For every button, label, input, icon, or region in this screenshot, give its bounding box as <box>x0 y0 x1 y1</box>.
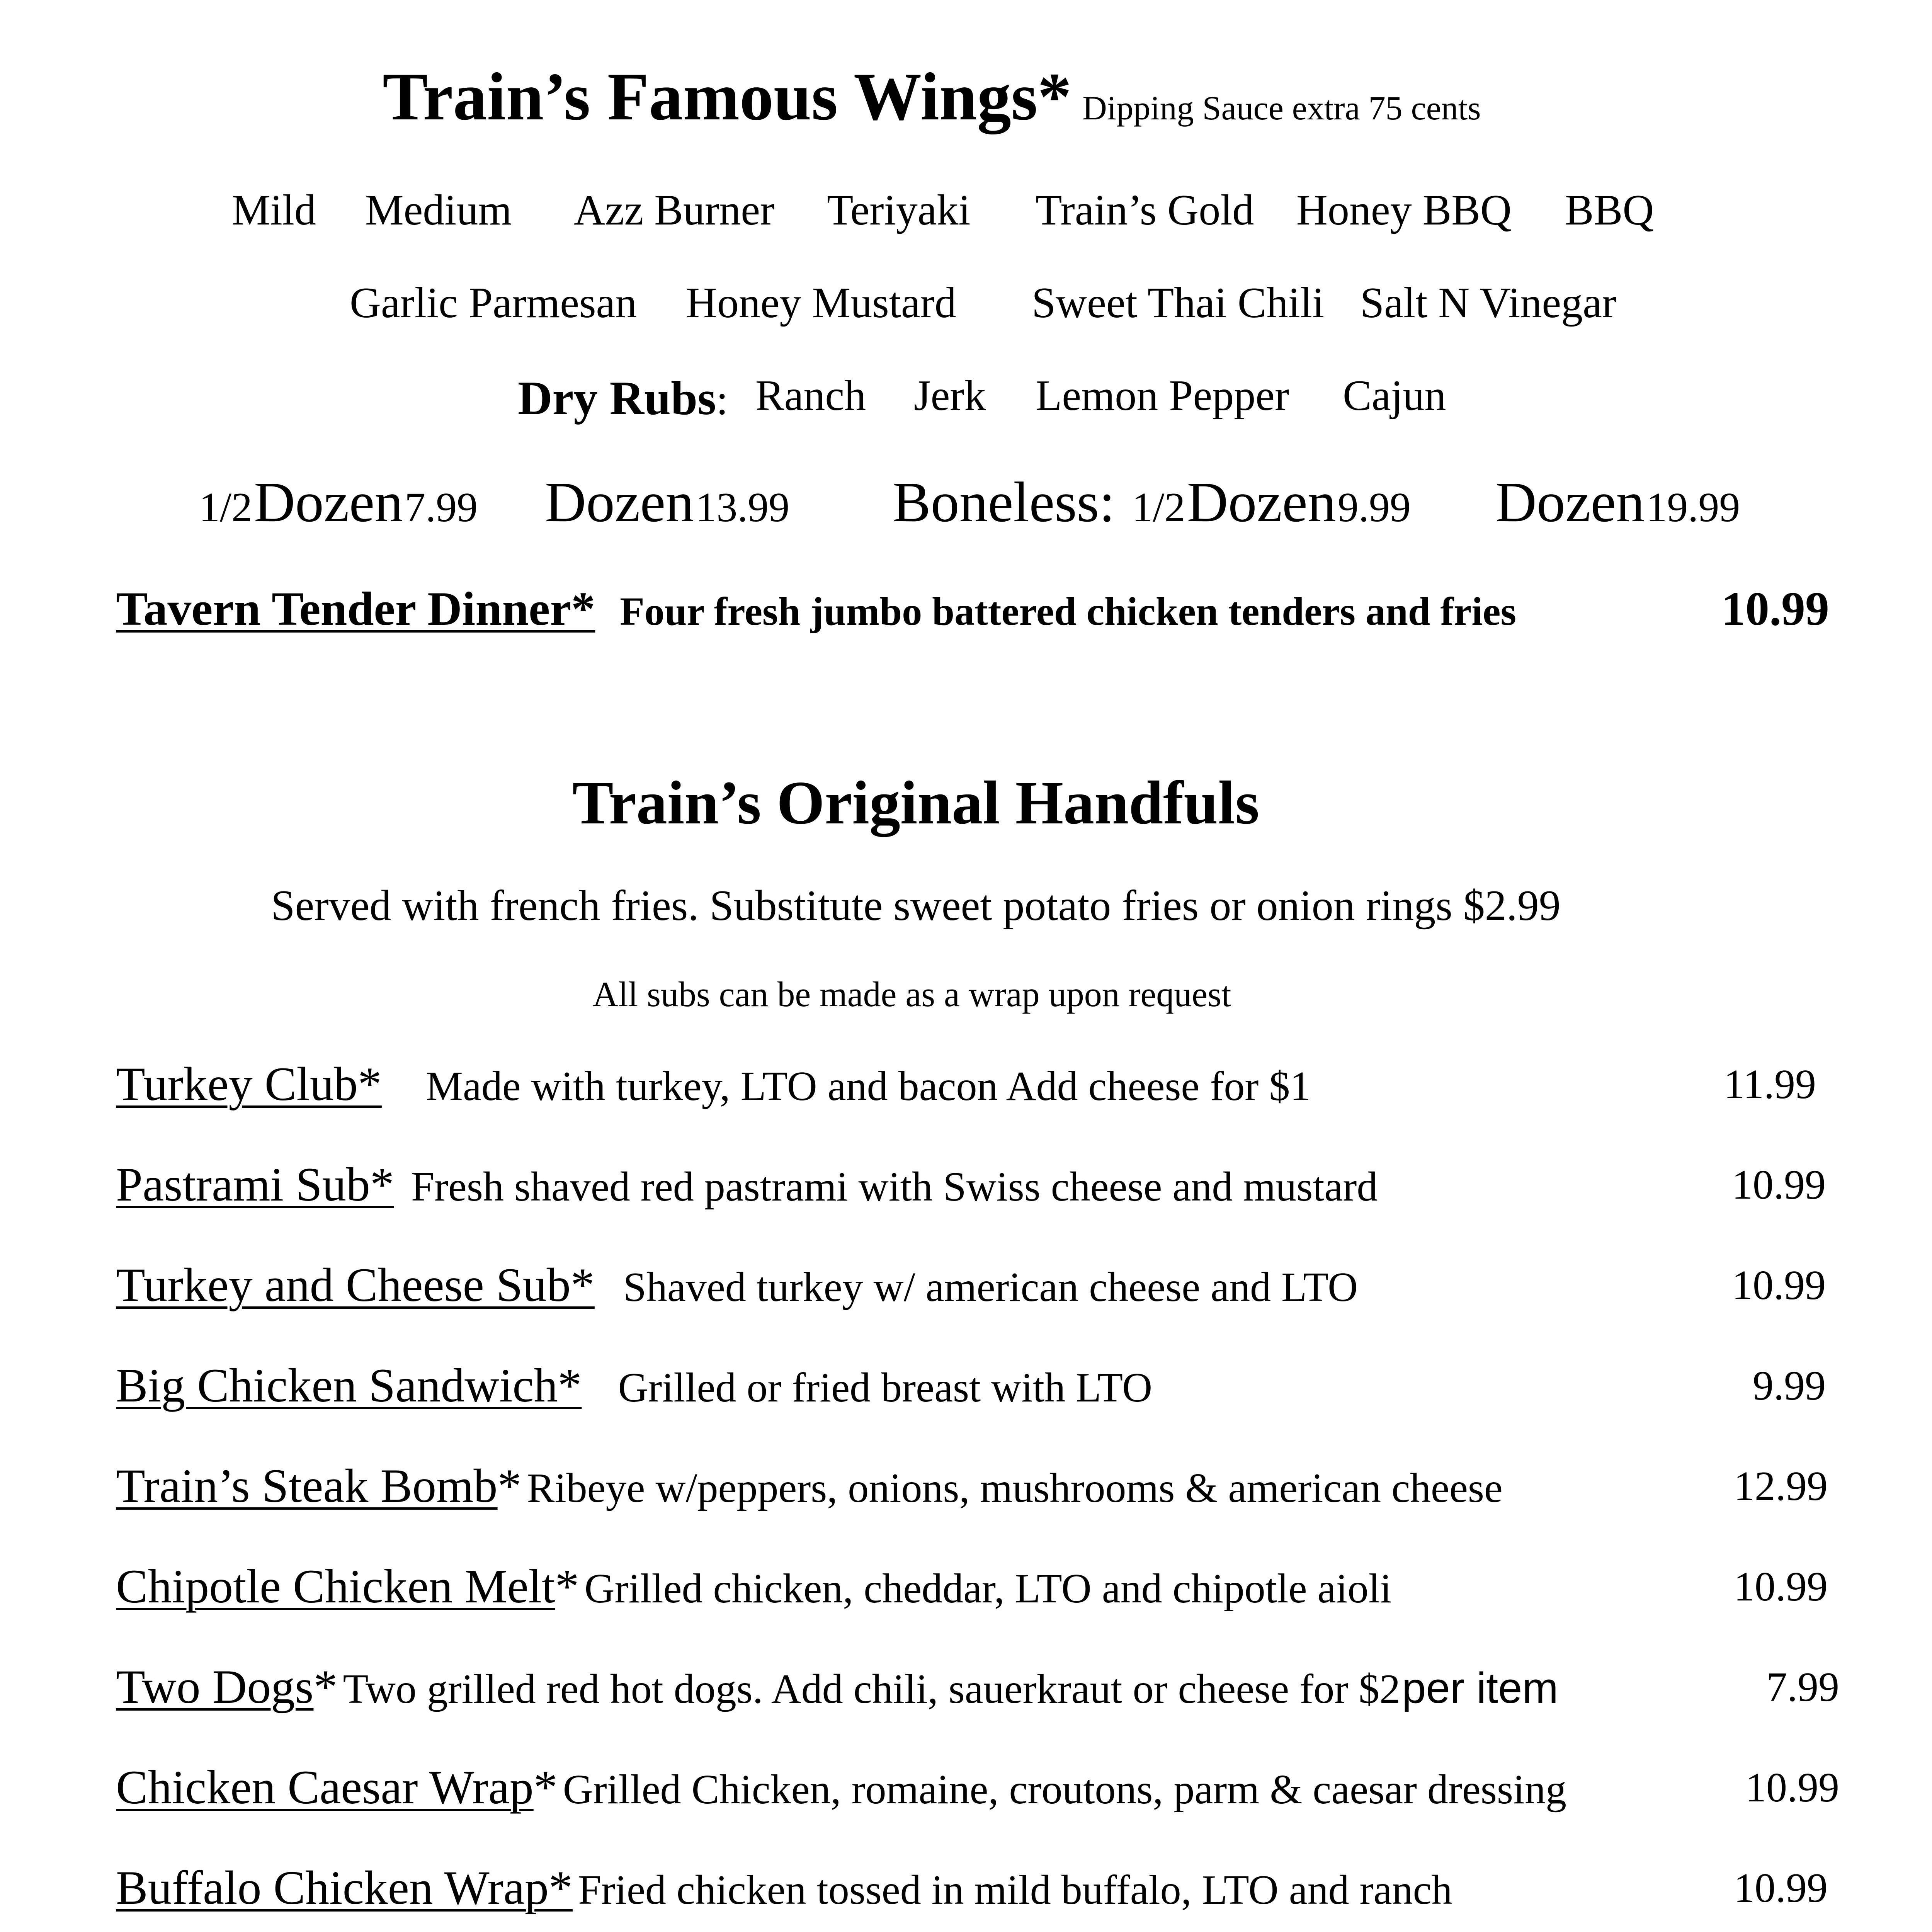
boneless-label: Boneless: <box>893 471 1115 534</box>
half-dozen-price-group <box>199 469 478 535</box>
item-price: 7.99 <box>1766 1664 1839 1710</box>
handfuls-wrap-note: All subs can be made as a wrap upon request <box>592 975 1231 1014</box>
rub-lemon-pepper: Lemon Pepper <box>1036 372 1289 420</box>
menu-item <box>116 1358 1152 1413</box>
item-star: * <box>533 1761 558 1814</box>
item-name: Chicken Caesar Wrap <box>116 1761 534 1814</box>
rub-ranch: Ranch <box>755 372 866 420</box>
menu-item <box>116 1861 1452 1915</box>
item-description: Made with turkey, LTO and bacon Add cheese for $1 <box>425 1063 1311 1109</box>
menu-item <box>116 1157 1378 1212</box>
item-name: Train’s Steak Bomb <box>116 1459 498 1512</box>
flavor-honey-bbq: Honey BBQ <box>1296 186 1512 234</box>
item-description: Grilled or fried breast with LTO <box>618 1365 1153 1411</box>
item-description: Fried chicken tossed in mild buffalo, LTO and ranch <box>578 1867 1452 1913</box>
flavor-trains-gold: Train’s Gold <box>1036 186 1254 234</box>
item-name: Pastrami Sub* <box>116 1158 394 1211</box>
handfuls-subtitle: Served with french fries. Substitute sweet potato fries or onion rings $2.99 <box>271 882 1561 930</box>
flavor-mild: Mild <box>232 186 316 234</box>
item-name: Chipotle Chicken Melt <box>116 1560 555 1613</box>
dozen-price: 13.99 <box>696 485 790 531</box>
wings-header <box>383 58 1481 135</box>
item-price: 12.99 <box>1734 1463 1828 1509</box>
item-description-tail: per item <box>1402 1664 1558 1712</box>
flavor-teriyaki: Teriyaki <box>827 186 971 234</box>
menu-item <box>116 1057 1311 1112</box>
flavor-bbq: BBQ <box>1565 186 1654 234</box>
item-star: * <box>497 1459 522 1512</box>
dry-rubs-label: Dry Rubs <box>518 372 716 425</box>
item-price: 10.99 <box>1732 1162 1826 1208</box>
menu-item <box>116 1258 1358 1313</box>
dozen-price-group <box>545 469 789 535</box>
item-description: Shaved turkey w/ american cheese and LTO <box>623 1264 1358 1310</box>
item-description: Ribeye w/peppers, onions, mushrooms & american cheese <box>527 1465 1503 1511</box>
menu-item <box>116 1660 1558 1714</box>
dozen-word: Dozen <box>545 471 694 534</box>
item-price: 11.99 <box>1724 1061 1816 1107</box>
item-price: 10.99 <box>1734 1865 1828 1911</box>
item-description: Fresh shaved red pastrami with Swiss cheese and mustard <box>411 1164 1378 1210</box>
item-description: Grilled Chicken, romaine, croutons, parm & caesar dressing <box>563 1767 1566 1813</box>
item-price: 10.99 <box>1732 1262 1826 1308</box>
item-name: Big Chicken Sandwich* <box>116 1359 582 1412</box>
dozen-word: Dozen <box>254 471 403 534</box>
wings-dipping-note: Dipping Sauce extra 75 cents <box>1082 90 1481 127</box>
menu-item <box>116 1459 1503 1514</box>
menu-item <box>116 1760 1566 1815</box>
wings-title: Train’s Famous Wings* <box>383 59 1072 134</box>
tavern-tender-name: Tavern Tender Dinner* <box>116 582 595 635</box>
rub-cajun: Cajun <box>1343 372 1446 420</box>
item-name: Turkey Club* <box>116 1058 382 1111</box>
half-prefix: 1/2 <box>199 485 253 531</box>
handfuls-title: Train’s Original Handfuls <box>572 768 1260 837</box>
flavor-medium: Medium <box>365 186 512 234</box>
item-name: Two Dogs <box>116 1660 314 1713</box>
tavern-tender-row <box>116 582 1855 636</box>
item-price: 10.99 <box>1745 1765 1839 1811</box>
item-description: Two grilled red hot dogs. Add chili, sauerkraut or cheese for $2 <box>343 1666 1401 1712</box>
item-name: Turkey and Cheese Sub* <box>116 1259 595 1311</box>
half-dozen-price: 7.99 <box>405 485 478 531</box>
half-prefix: 1/2 <box>1132 485 1185 531</box>
flavor-azz-burner: Azz Burner <box>574 186 775 234</box>
tavern-tender-description: Four fresh jumbo battered chicken tenders and fries <box>620 589 1516 634</box>
boneless-half-dozen-price: 9.99 <box>1337 485 1411 531</box>
dry-rubs-colon: : <box>716 376 728 424</box>
item-star: * <box>555 1560 579 1613</box>
item-name: Buffalo Chicken Wrap* <box>116 1861 573 1914</box>
menu-item <box>116 1559 1392 1614</box>
boneless-dozen-price: 19.99 <box>1646 485 1740 531</box>
tavern-tender-price: 10.99 <box>1721 582 1829 635</box>
dozen-word: Dozen <box>1495 471 1645 534</box>
flavor-salt-n-vinegar: Salt N Vinegar <box>1360 279 1617 327</box>
item-price: 10.99 <box>1734 1564 1828 1610</box>
dozen-word: Dozen <box>1187 471 1336 534</box>
boneless-dozen-group <box>1495 469 1740 535</box>
boneless-group <box>893 469 1411 535</box>
flavor-garlic-parmesan: Garlic Parmesan <box>350 279 637 327</box>
item-price: 9.99 <box>1753 1363 1826 1409</box>
flavor-sweet-thai-chili: Sweet Thai Chili <box>1032 279 1324 327</box>
flavor-honey-mustard: Honey Mustard <box>686 279 956 327</box>
item-description: Grilled chicken, cheddar, LTO and chipotle aioli <box>584 1566 1392 1612</box>
rub-jerk: Jerk <box>914 372 986 420</box>
dry-rubs-heading <box>518 371 728 426</box>
item-star: * <box>313 1660 338 1713</box>
